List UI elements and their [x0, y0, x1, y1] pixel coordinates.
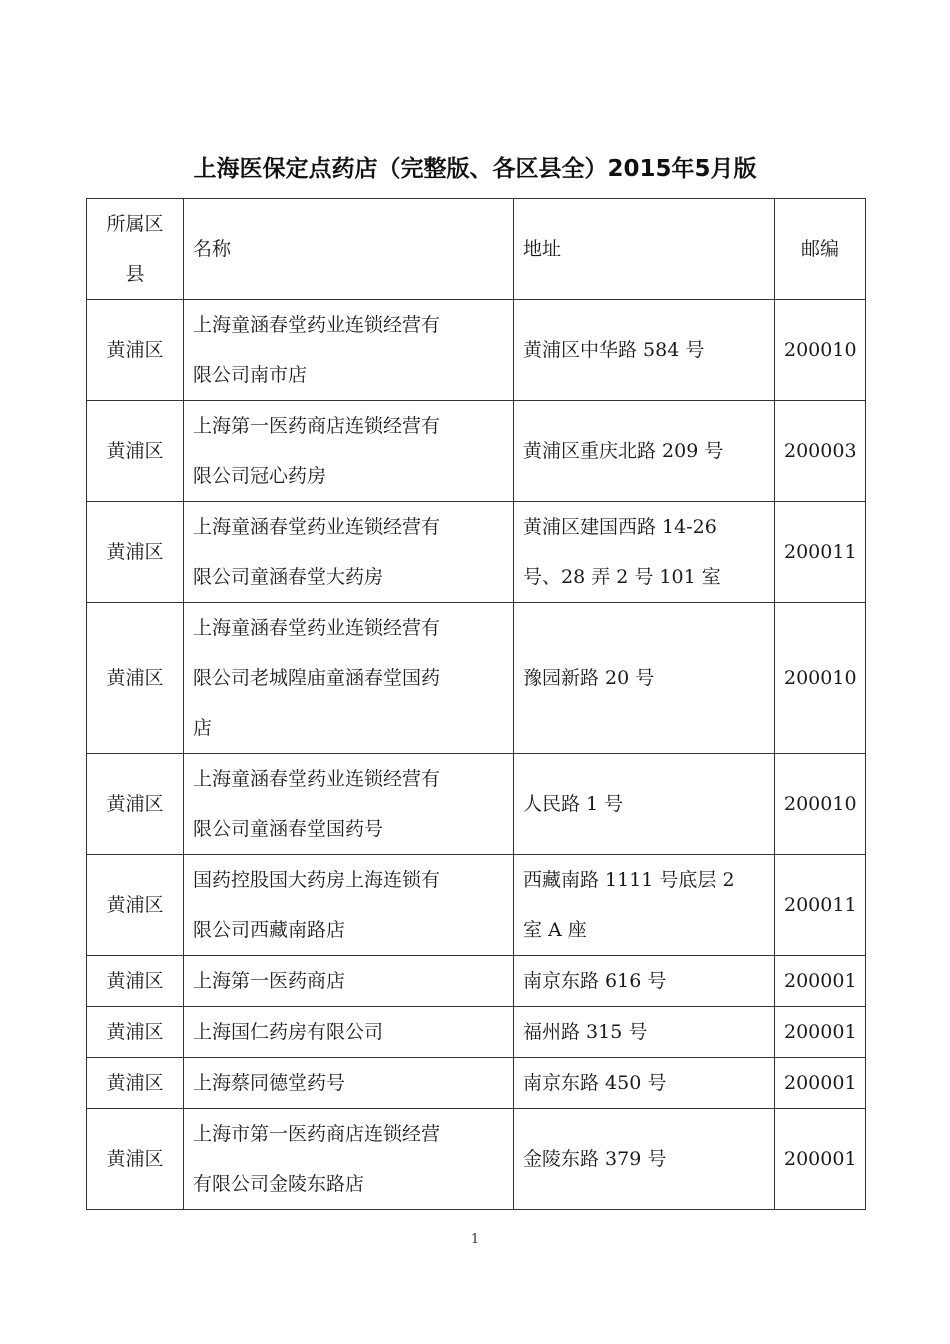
table-row	[87, 603, 866, 754]
cell-address-line: 豫园新路 20 号	[523, 667, 655, 689]
cell-district: 黄浦区	[87, 1058, 184, 1109]
cell-postal: 200010	[775, 300, 866, 401]
cell-address-line: 号、28 弄 2 号 101 室	[523, 566, 721, 588]
cell-district: 黄浦区	[87, 1007, 184, 1058]
cell-name	[184, 502, 514, 603]
cell-name: 上海国仁药房有限公司	[184, 1007, 514, 1058]
cell-postal: 200001	[775, 956, 866, 1007]
page-number: 1	[470, 1232, 480, 1247]
cell-address	[514, 754, 775, 855]
header-name: 名称	[184, 199, 514, 300]
cell-address	[514, 401, 775, 502]
cell-name-line: 上海童涵春堂药业连锁经营有	[193, 768, 441, 790]
cell-address-line: 黄浦区中华路 584 号	[523, 339, 705, 361]
cell-address-line: 黄浦区建国西路 14-26	[523, 516, 717, 538]
cell-address	[514, 502, 775, 603]
cell-postal: 200010	[775, 754, 866, 855]
table-row	[87, 401, 866, 502]
cell-name-line: 上海童涵春堂药业连锁经营有	[193, 617, 441, 639]
header-district	[87, 199, 184, 300]
cell-address: 南京东路 616 号	[514, 956, 775, 1007]
cell-address-line: 西藏南路 1111 号底层 2	[523, 869, 735, 891]
cell-district: 黄浦区	[87, 300, 184, 401]
cell-name	[184, 1109, 514, 1210]
cell-district: 黄浦区	[87, 502, 184, 603]
cell-name-line: 限公司冠心药房	[193, 465, 327, 487]
cell-postal: 200003	[775, 401, 866, 502]
table-row	[87, 754, 866, 855]
cell-address	[514, 603, 775, 754]
cell-address-line: 金陵东路 379 号	[523, 1148, 667, 1170]
cell-postal: 200011	[775, 502, 866, 603]
cell-name-line: 限公司西藏南路店	[193, 919, 346, 941]
cell-postal: 200001	[775, 1058, 866, 1109]
table-row	[87, 855, 866, 956]
header-address: 地址	[514, 199, 775, 300]
cell-name	[184, 603, 514, 754]
cell-district: 黄浦区	[87, 401, 184, 502]
cell-name-line: 限公司南市店	[193, 364, 308, 386]
cell-name-line: 店	[193, 717, 213, 739]
cell-name-line: 国药控股国大药房上海连锁有	[193, 869, 441, 891]
cell-district: 黄浦区	[87, 855, 184, 956]
table-row	[87, 1007, 866, 1058]
cell-name-line: 上海童涵春堂药业连锁经营有	[193, 516, 441, 538]
cell-postal: 200001	[775, 1109, 866, 1210]
cell-district: 黄浦区	[87, 956, 184, 1007]
cell-district: 黄浦区	[87, 603, 184, 754]
cell-name-line: 上海市第一医药商店连锁经营	[193, 1123, 441, 1145]
cell-address-line: 室 A 座	[523, 919, 587, 941]
cell-name-line: 上海童涵春堂药业连锁经营有	[193, 314, 441, 336]
cell-postal: 200010	[775, 603, 866, 754]
table-row	[87, 1058, 866, 1109]
cell-address: 南京东路 450 号	[514, 1058, 775, 1109]
cell-name-line: 限公司童涵春堂大药房	[193, 566, 384, 588]
page-title: 上海医保定点药店（完整版、各区县全）2015年5月版	[193, 156, 757, 182]
table-row	[87, 1109, 866, 1210]
table-row	[87, 502, 866, 603]
cell-address: 福州路 315 号	[514, 1007, 775, 1058]
header-district-line: 所属区	[106, 213, 164, 235]
cell-address	[514, 1109, 775, 1210]
cell-name-line: 限公司老城隍庙童涵春堂国药	[193, 667, 441, 689]
pharmacy-table	[86, 198, 866, 1210]
cell-postal: 200011	[775, 855, 866, 956]
cell-name-line: 有限公司金陵东路店	[193, 1173, 365, 1195]
cell-address	[514, 855, 775, 956]
table-header-row	[87, 199, 866, 300]
header-district-line: 县	[125, 263, 145, 285]
cell-name: 上海第一医药商店	[184, 956, 514, 1007]
cell-name	[184, 754, 514, 855]
cell-name	[184, 401, 514, 502]
cell-district: 黄浦区	[87, 1109, 184, 1210]
cell-name-line: 上海第一医药商店连锁经营有	[193, 415, 441, 437]
table-row	[87, 300, 866, 401]
cell-district: 黄浦区	[87, 754, 184, 855]
cell-address-line: 人民路 1 号	[523, 793, 624, 815]
cell-postal: 200001	[775, 1007, 866, 1058]
cell-name: 上海蔡同德堂药号	[184, 1058, 514, 1109]
cell-address-line: 黄浦区重庆北路 209 号	[523, 440, 724, 462]
table-row	[87, 956, 866, 1007]
cell-address	[514, 300, 775, 401]
cell-name	[184, 855, 514, 956]
cell-name-line: 限公司童涵春堂国药号	[193, 818, 384, 840]
header-postal: 邮编	[775, 199, 866, 300]
cell-name	[184, 300, 514, 401]
